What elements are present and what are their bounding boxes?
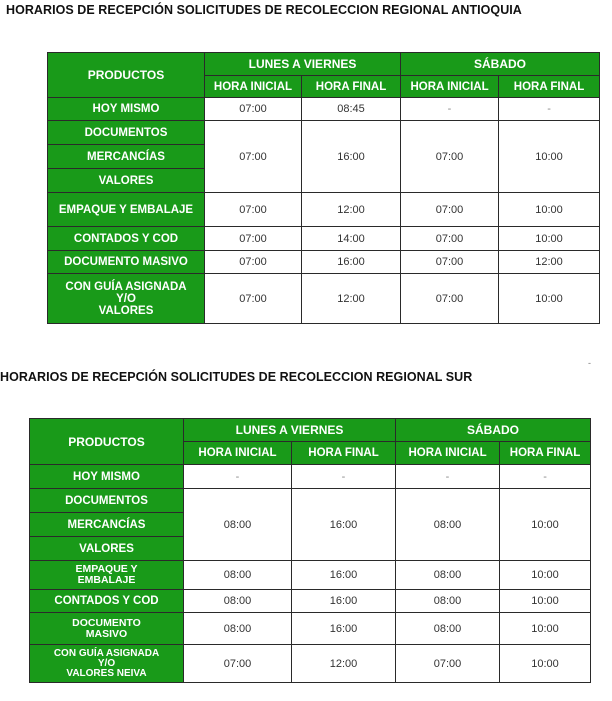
product-label-line: EMPAQUE Y [75,563,138,575]
time-cell: 07:00 [401,274,499,324]
header-weekday-start: HORA INICIAL [184,442,292,465]
time-cell: - [184,465,292,489]
product-label-line: CON GUÍA ASIGNADA [65,280,187,293]
time-cell: 07:00 [401,251,499,274]
product-label-line: Y/O [97,657,116,669]
time-cell: 10:00 [500,489,591,561]
time-cell: 08:00 [396,561,500,590]
product-label: CONTADOS Y COD [30,590,184,613]
time-cell: - [401,98,499,121]
table-row [48,121,600,145]
product-label-multiline [30,645,184,683]
product-label: DOCUMENTOS [48,121,205,145]
table-row [48,98,600,121]
header-weekday-start: HORA INICIAL [205,76,302,98]
time-cell: 08:00 [396,489,500,561]
product-label-multiline [30,613,184,645]
header-weekday-end: HORA FINAL [292,442,396,465]
time-cell: 16:00 [292,561,396,590]
time-cell: 12:00 [499,251,600,274]
time-cell: 08:00 [396,613,500,645]
header-saturday: SÁBADO [401,53,600,76]
time-cell: 10:00 [499,121,600,193]
time-cell: 10:00 [500,561,591,590]
product-label: HOY MISMO [30,465,184,489]
time-cell: 07:00 [205,274,302,324]
header-weekdays: LUNES A VIERNES [184,419,396,442]
time-cell: 07:00 [205,121,302,193]
time-cell: 10:00 [500,590,591,613]
table-row [30,590,591,613]
time-cell: 08:00 [184,489,292,561]
table-row [30,645,591,683]
product-label: DOCUMENTOS [30,489,184,513]
product-label: MERCANCÍAS [30,513,184,537]
time-cell: 07:00 [184,645,292,683]
time-cell: 07:00 [401,121,499,193]
header-weekday-end: HORA FINAL [302,76,401,98]
time-cell: - [396,465,500,489]
product-label: HOY MISMO [48,98,205,121]
product-label: VALORES [48,169,205,193]
time-cell: 12:00 [292,645,396,683]
table-row [48,251,600,274]
time-cell: 16:00 [292,590,396,613]
table-row [48,274,600,324]
product-label-line: MASIVO [85,627,128,640]
table-row [48,193,600,227]
time-cell: 07:00 [401,193,499,227]
time-cell: 10:00 [499,193,600,227]
header-saturday-start: HORA INICIAL [396,442,500,465]
product-label: CONTADOS Y COD [48,227,205,251]
time-cell: - [500,465,591,489]
product-label-multiline [30,561,184,590]
product-label-multiline [48,274,205,324]
time-cell: 16:00 [292,613,396,645]
time-cell: 07:00 [205,98,302,121]
product-label-line: VALORES NEIVA [66,667,147,679]
schedule-table-antioquia [47,52,600,324]
product-label-line: Y/O [116,292,136,305]
time-cell: 10:00 [500,613,591,645]
table-row [30,465,591,489]
time-cell: 14:00 [302,227,401,251]
time-cell: 07:00 [205,227,302,251]
product-label-line: EMBALAJE [77,574,136,586]
time-cell: 10:00 [499,227,600,251]
product-label-line: CON GUÍA ASIGNADA [53,647,160,659]
header-productos: PRODUCTOS [48,53,205,98]
table-row [30,489,591,513]
time-cell: - [499,98,600,121]
time-cell: 07:00 [401,227,499,251]
section2-title: HORARIOS DE RECEPCIÓN SOLICITUDES DE RECOLECCION REGIONAL SUR [0,370,473,384]
time-cell: 16:00 [302,251,401,274]
page-mark: - [588,358,591,368]
schedule-table-sur [29,418,591,683]
time-cell: 08:00 [184,561,292,590]
time-cell: 08:00 [184,590,292,613]
header-saturday-end: HORA FINAL [499,76,600,98]
header-saturday-end: HORA FINAL [500,442,591,465]
table-row [30,613,591,645]
time-cell: 07:00 [205,251,302,274]
header-saturday-start: HORA INICIAL [401,76,499,98]
time-cell: 12:00 [302,274,401,324]
time-cell: 08:45 [302,98,401,121]
time-cell: 08:00 [184,613,292,645]
product-label-line: DOCUMENTO [72,616,141,629]
product-label: VALORES [30,537,184,561]
time-cell: 10:00 [499,274,600,324]
time-cell: 07:00 [205,193,302,227]
header-saturday: SÁBADO [396,419,591,442]
section1-title: HORARIOS DE RECEPCIÓN SOLICITUDES DE RECOLECCION REGIONAL ANTIOQUIA [6,3,522,17]
product-label: DOCUMENTO MASIVO [48,251,205,274]
time-cell: 08:00 [396,590,500,613]
time-cell: 16:00 [292,489,396,561]
product-label-line: VALORES [98,304,154,317]
header-weekdays: LUNES A VIERNES [205,53,401,76]
header-productos: PRODUCTOS [30,419,184,465]
time-cell: 07:00 [396,645,500,683]
time-cell: 12:00 [302,193,401,227]
time-cell: 10:00 [500,645,591,683]
time-cell: - [292,465,396,489]
product-label: MERCANCÍAS [48,145,205,169]
time-cell: 16:00 [302,121,401,193]
table-row [30,561,591,590]
table-row [48,227,600,251]
product-label: EMPAQUE Y EMBALAJE [48,193,205,227]
